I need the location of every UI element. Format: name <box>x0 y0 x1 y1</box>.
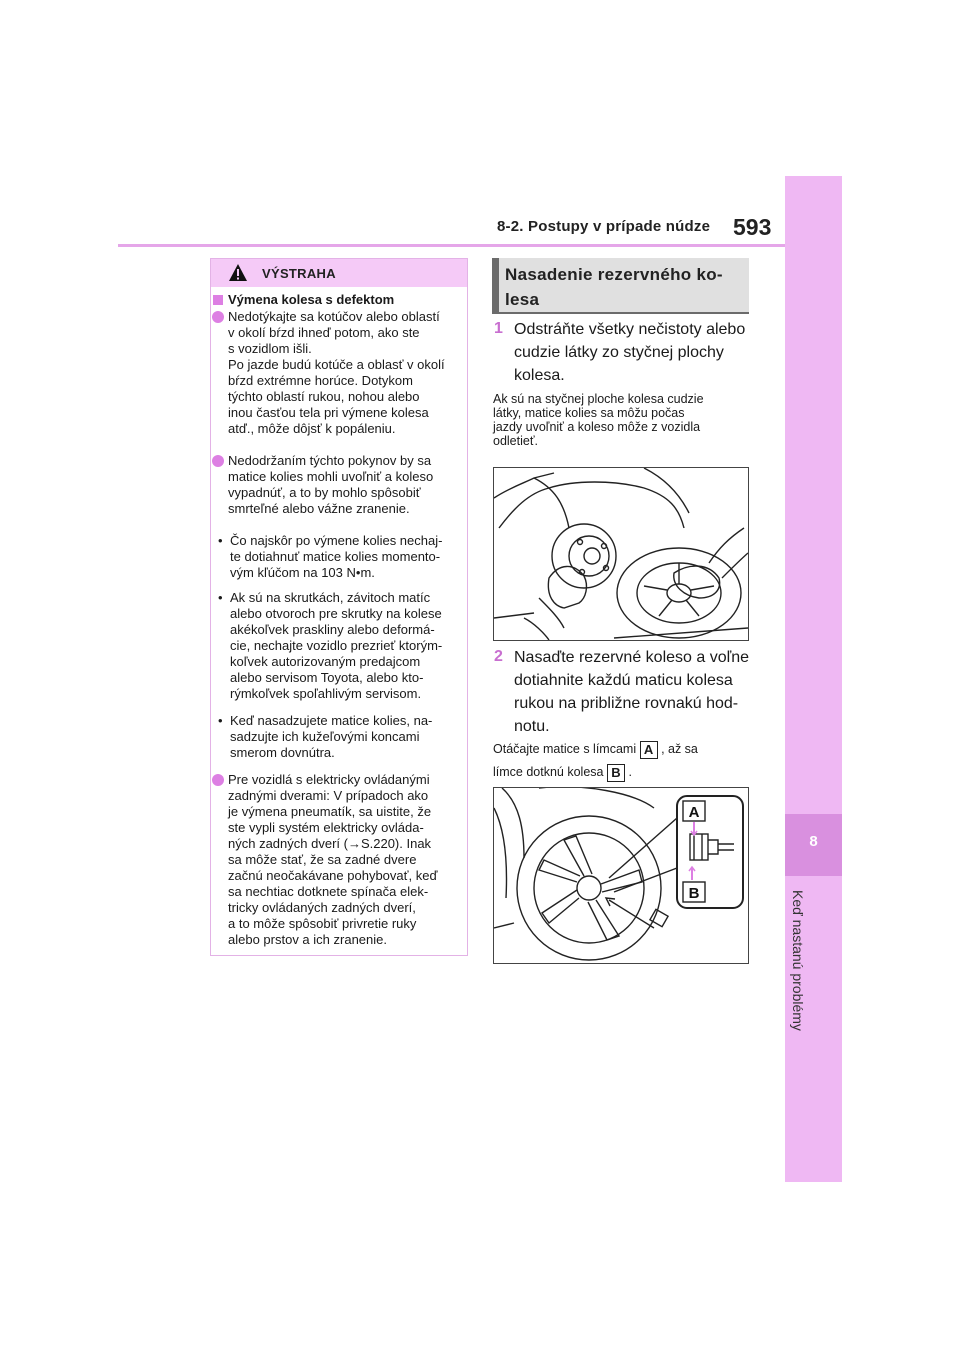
bullet-point-icon: • <box>218 533 223 548</box>
warning-item-line: s vozidlom išli. <box>228 341 312 356</box>
warning-item-line: cie, nechajte vozidlo prezrieť ktorým- <box>230 638 443 653</box>
warning-item-line: sadzujte ich kužeľovými koncami <box>230 729 420 744</box>
warning-item-line: vým kľúčom na 103 N•m. <box>230 565 375 580</box>
step-2-text <box>514 646 749 738</box>
section-header-underline <box>492 312 749 314</box>
figure-label-a: A <box>688 804 700 821</box>
warning-item-line: Keď nasadzujete matice kolies, na- <box>230 713 433 728</box>
warning-item-line: smerom dovnútra. <box>230 745 335 760</box>
warning-heading: Výmena kolesa s defektom <box>228 292 395 307</box>
warning-item-line: rýmkoľvek spoľahlivým servisom. <box>230 686 422 701</box>
step-1-line: cudzie látky zo styčnej plochy <box>514 344 724 361</box>
step-2-line: dotiahnite každú maticu kolesa <box>514 672 733 689</box>
warning-item-text <box>228 309 445 437</box>
warning-item-line: bŕzd extrémne horúce. Dotykom <box>228 373 413 388</box>
step-1-number: 1 <box>494 320 503 337</box>
warning-item-line: te dotiahnuť matice kolies momento- <box>230 549 441 564</box>
note-line: látky, matice kolies sa môžu počas <box>493 406 685 420</box>
warning-item-line: koľvek autorizovaným predajcom <box>230 654 421 669</box>
step-2-note-line-1 <box>493 738 698 761</box>
chapter-title-text: Keď nastanú problémy <box>790 890 806 1031</box>
step-1-line: kolesa. <box>514 367 565 384</box>
section-header-bar <box>492 258 499 312</box>
warning-item-line: týchto oblastí rukou, nohou alebo <box>228 389 420 404</box>
chapter-number: 8 <box>809 833 818 850</box>
heading-square-icon <box>213 295 223 305</box>
warning-item-line: Nedotýkajte sa kotúčov alebo oblastí <box>228 309 440 324</box>
warning-item-line: je výmena pneumatík, sa uistite, že <box>228 804 432 819</box>
warning-item-line: akékoľvek praskliny alebo deformá- <box>230 622 435 637</box>
warning-item-line: alebo otvoroch pre skrutky na kolese <box>230 606 442 621</box>
warning-item-line: smrteľné alebo vážne zranenie. <box>228 501 410 516</box>
note-line: odletieť. <box>493 434 538 448</box>
warning-item-line: Po jazde budú kotúče a oblasť v okolí <box>228 357 445 372</box>
chapter-title <box>790 890 838 1090</box>
warning-item-line: začnú neočakávane pohybovať, keď <box>228 868 438 883</box>
section-title-line-2: lesa <box>505 290 540 309</box>
warning-item-line: zadnými dverami: V prípadoch ako <box>228 788 429 803</box>
bullet-point-icon: • <box>218 713 223 728</box>
warning-item-line: atď., môže dôjsť k popáleniu. <box>228 421 396 436</box>
warning-title: VÝSTRAHA <box>262 266 336 281</box>
label-a-badge: A <box>640 741 658 759</box>
warning-item-line: alebo servisom Toyota, alebo kto- <box>230 670 424 685</box>
figure-label-b: B <box>688 885 700 902</box>
warning-item-line: vypadnúť, a to by mohlo spôsobiť <box>228 485 421 500</box>
step-1-text <box>514 318 745 387</box>
step-2-note-line-2 <box>493 761 698 784</box>
section-title-line-1: Nasadenie rezervného ko- <box>505 265 723 284</box>
step-2-line: notu. <box>514 718 550 735</box>
figure-mount-wheel <box>493 787 749 964</box>
illustration-mount-wheel <box>494 788 748 963</box>
warning-item-text <box>228 453 433 517</box>
warning-item-line: alebo prstov a ich zranenie. <box>228 932 387 947</box>
step-2-number: 2 <box>494 648 503 665</box>
warning-item-line: v okolí bŕzd ihneď potom, ako ste <box>228 325 420 340</box>
warning-item-text <box>230 713 432 761</box>
warning-item-line: sa môže stať, že sa zadné dvere <box>228 852 417 867</box>
note-text: Otáčajte matice s límcami <box>493 742 637 756</box>
warning-item-line: inou časťou tela pri výmene kolesa <box>228 405 429 420</box>
warning-item-line: sa nechtiac dotknete spínača elek- <box>228 884 429 899</box>
step-2-line: rukou na približne rovnakú hod- <box>514 695 739 712</box>
warning-header <box>211 259 467 287</box>
step-2-note <box>493 738 698 784</box>
bullet-dot-icon <box>212 455 224 467</box>
note-text: límce dotknú kolesa <box>493 765 604 779</box>
illustration-clean-hub <box>494 468 748 640</box>
warning-item-line: Nedodržaním týchto pokynov by sa <box>228 453 432 468</box>
note-line: Ak sú na styčnej ploche kolesa cudzie <box>493 392 704 406</box>
warning-item-line: ste vypli systém elektricky ovláda- <box>228 820 424 835</box>
figure-clean-hub <box>493 467 749 641</box>
warning-item-text <box>230 590 442 702</box>
note-line: jazdy uvoľniť a koleso môže z vozidla <box>493 420 701 434</box>
header-divider <box>118 244 785 247</box>
bullet-point-icon: • <box>218 590 223 605</box>
section-header-title: 8-2. Postupy v prípade núdze <box>497 218 711 235</box>
bullet-dot-icon <box>212 311 224 323</box>
note-text: . <box>628 765 632 779</box>
warning-item-line: Čo najskôr po výmene kolies nechaj- <box>230 533 443 548</box>
section-title <box>505 262 743 312</box>
warning-item-line: Ak sú na skrutkách, závitoch matíc <box>230 590 431 605</box>
step-2-line: Nasaďte rezervné koleso a voľne <box>514 649 750 666</box>
warning-item-line: a to môže spôsobiť privretie ruky <box>228 916 417 931</box>
warning-item-text <box>230 533 442 581</box>
step-1-note <box>493 392 704 448</box>
page-number: 593 <box>733 214 772 240</box>
warning-item-line: tricky ovládaných zadných dverí, <box>228 900 416 915</box>
warning-item-line: Pre vozidlá s elektricky ovládanými <box>228 772 430 787</box>
bullet-dot-icon <box>212 774 224 786</box>
note-text: , až sa <box>661 742 698 756</box>
warning-item-line: ných zadných dverí (→S.220). Inak <box>228 836 432 851</box>
warning-triangle-icon <box>228 263 248 282</box>
label-b-badge: B <box>607 764 625 782</box>
warning-item-line: matice kolies mohli uvoľniť a koleso <box>228 469 434 484</box>
step-1-line: Odstráňte všetky nečistoty alebo <box>514 321 746 338</box>
warning-item-text <box>228 772 437 948</box>
